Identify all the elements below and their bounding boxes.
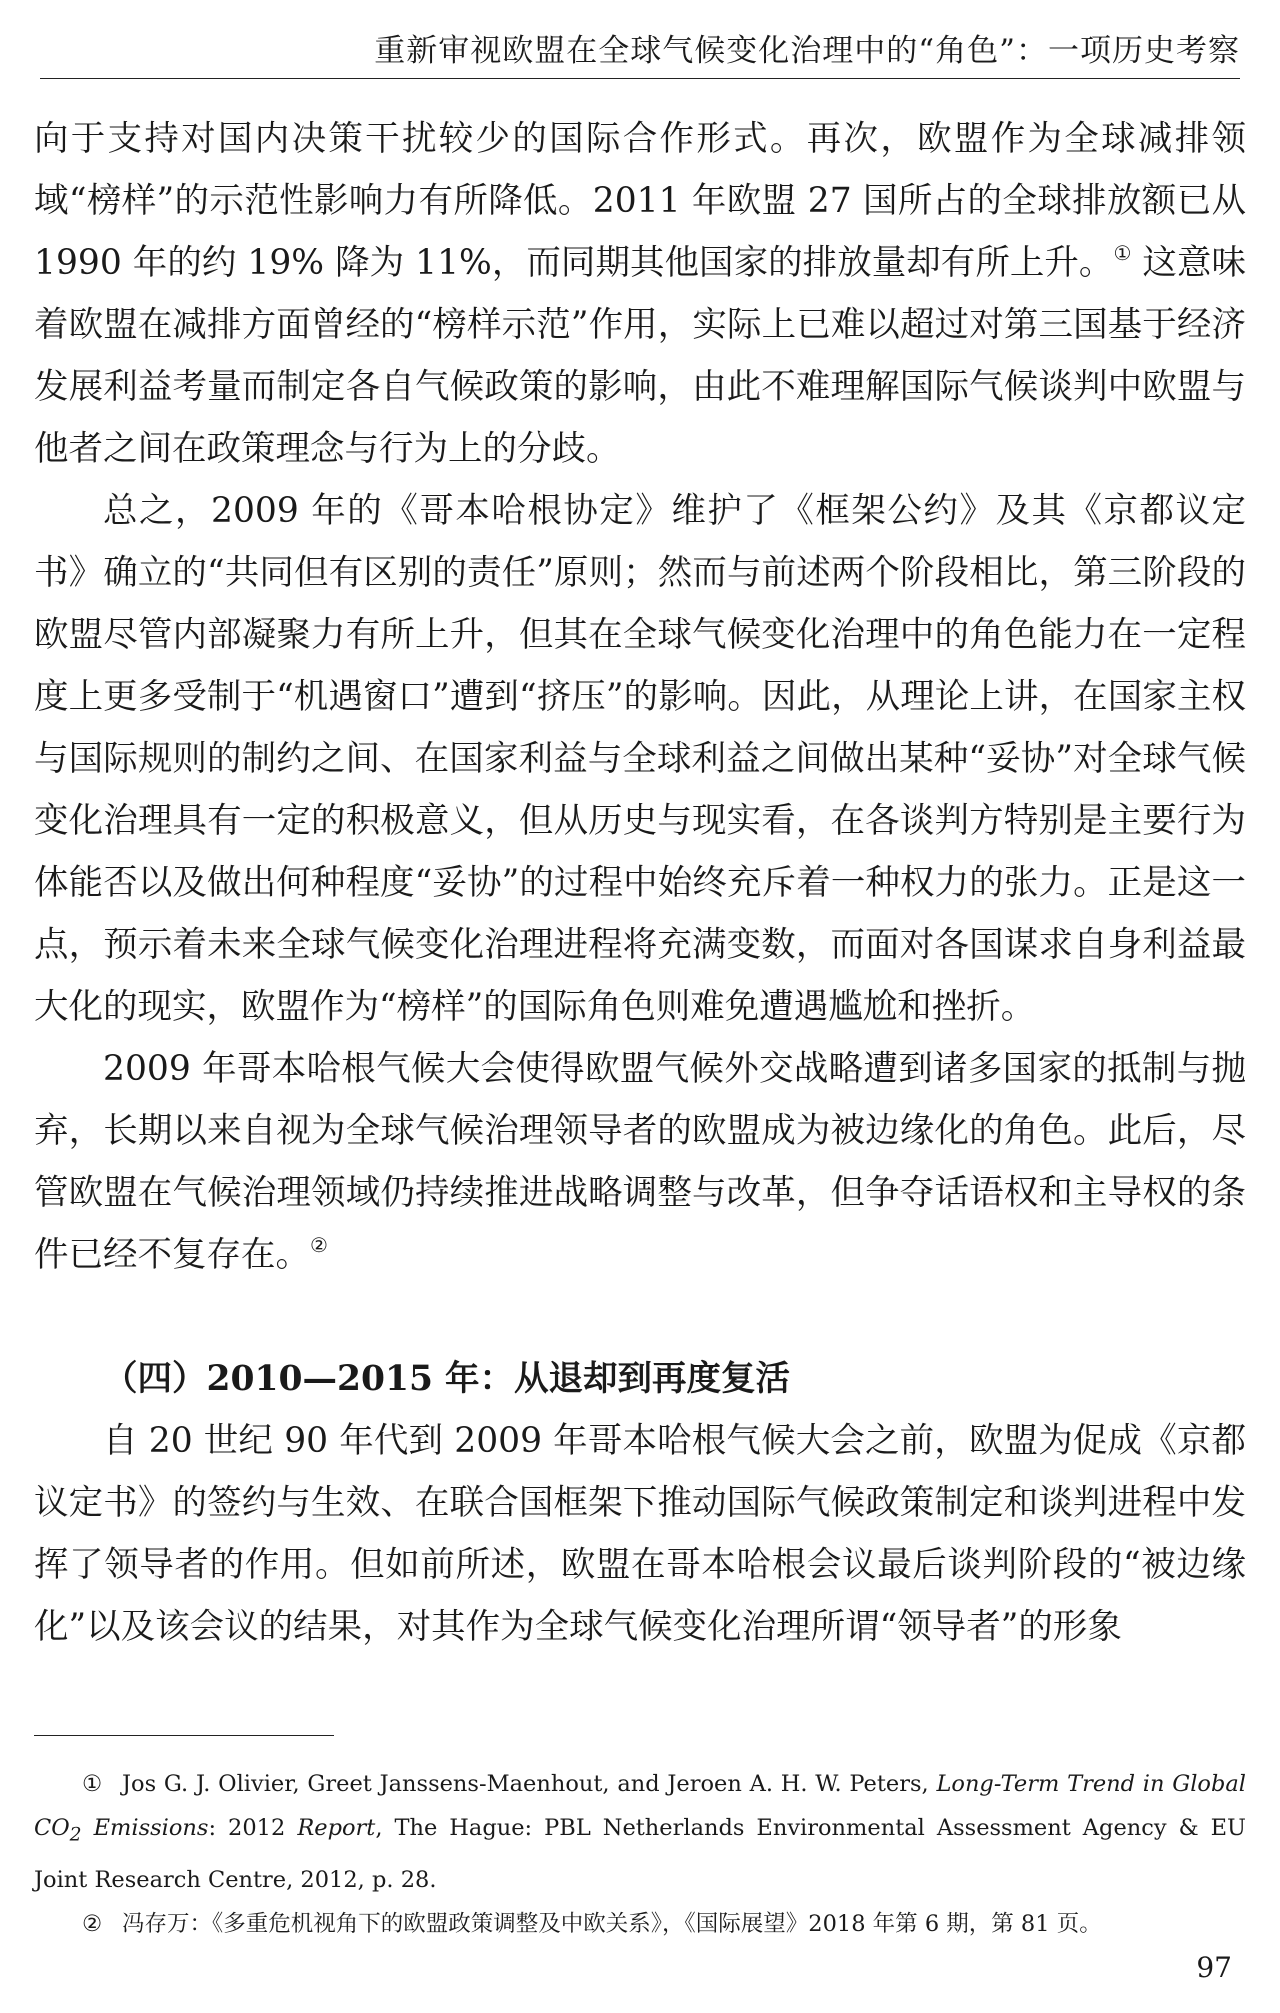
footnote-ref-2[interactable]: ② bbox=[310, 1233, 328, 1257]
paragraph-1 bbox=[34, 108, 1246, 480]
footnote-1-mark: ① bbox=[82, 1771, 103, 1797]
paragraph-4 bbox=[34, 1410, 1246, 1658]
footnote-1 bbox=[34, 1762, 1246, 1902]
footnote-divider bbox=[34, 1735, 334, 1736]
paragraph-2 bbox=[34, 480, 1246, 1038]
footnote-1-authors: Jos G. J. Olivier, Greet Janssens-Maenhout, and Jeroen A. H. W. Peters, bbox=[122, 1771, 937, 1797]
footnote-2-mark: ② bbox=[82, 1910, 103, 1937]
footnotes bbox=[34, 1762, 1246, 1946]
paragraph-2-text: 总之，2009 年的《哥本哈根协定》维护了《框架公约》及其《京都议定书》确立的“共同但有区别的责任”原则；然而与前述两个阶段相比，第三阶段的欧盟尽管内部凝聚力有所上升，但其在全球气候变化治理中的角色能力在一定程度上更多受制于“机遇窗口”遭到“挤压”的影响。因此，从理论上讲，在国家主权与国际规则的制约之间、在国家利益与全球利益之间做出某种“妥协”对全球气候变化治理具有一定的积极意义，但从历史与现实看，在各谈判方特别是主要行为体能否以及做出何种程度“妥协”的过程中始终充斥着一种权力的张力。正是这一点，预示着未来全球气候变化治理进程将充满变数，而面对各国谋求自身利益最大化的现实，欧盟作为“榜样”的国际角色则难免遭遇尴尬和挫折。 bbox=[34, 491, 1246, 1027]
footnote-1-rest: , The Hague: PBL Netherlands Environmental Assessment Agency & EU Joint Research Centre, 2012, p. 28. bbox=[34, 1815, 1246, 1893]
paragraph-4-text: 自 20 世纪 90 年代到 2009 年哥本哈根气候大会之前，欧盟为促成《京都议定书》的签约与生效、在联合国框架下推动国际气候政策制定和谈判进程中发挥了领导者的作用。但如前所述，欧盟在哥本哈根会议最后谈判阶段的“被边缘化”以及该会议的结果，对其作为全球气候变化治理所谓“领导者”的形象 bbox=[34, 1421, 1246, 1647]
paragraph-1-text-b: 这意味着欧盟在减排方面曾经的“榜样示范”作用，实际上已难以超过对第三国基于经济发展利益考量而制定各自气候政策的影响，由此不难理解国际气候谈判中欧盟与他者之间在政策理念与行为上的分歧。 bbox=[34, 243, 1247, 469]
paragraph-3 bbox=[34, 1038, 1246, 1286]
footnote-1-mid: : 2012 bbox=[208, 1815, 298, 1841]
footnote-1-report: Report bbox=[297, 1815, 376, 1841]
paragraph-3-text: 2009 年哥本哈根气候大会使得欧盟气候外交战略遭到诸多国家的抵制与抛弃，长期以来自视为全球气候治理领导者的欧盟成为被边缘化的角色。此后，尽管欧盟在气候治理领域仍持续推进战略调整与改革，但争夺话语权和主导权的条件已经不复存在。 bbox=[34, 1049, 1246, 1275]
paragraph-1-text-a: 向于支持对国内决策干扰较少的国际合作形式。再次，欧盟作为全球减排领域“榜样”的示范性影响力有所降低。2011 年欧盟 27 国所占的全球排放额已从 1990 年的约 19% 降为 11%，而同期其他国家的排放量却有所上升。 bbox=[34, 119, 1246, 283]
footnote-2 bbox=[34, 1902, 1246, 1946]
footnote-1-subscript: 2 bbox=[69, 1824, 82, 1846]
running-title: 重新审视欧盟在全球气候变化治理中的“角色”：一项历史考察 bbox=[374, 33, 1240, 69]
page-number: 97 bbox=[1196, 1951, 1232, 1984]
section-heading: （四）2010—2015 年：从退却到再度复活 bbox=[103, 1359, 791, 1399]
footnote-1-title-text-2: Emissions bbox=[81, 1815, 209, 1841]
footnote-2-text: 冯存万：《多重危机视角下的欧盟政策调整及中欧关系》，《国际展望》2018 年第 6 期，第 81 页。 bbox=[122, 1910, 1102, 1937]
body-text bbox=[34, 108, 1246, 1658]
footnote-ref-1[interactable]: ① bbox=[1113, 241, 1132, 265]
running-header bbox=[40, 28, 1240, 79]
footnote-1-title-text: Long-Term Trend in Global CO bbox=[34, 1771, 1246, 1841]
